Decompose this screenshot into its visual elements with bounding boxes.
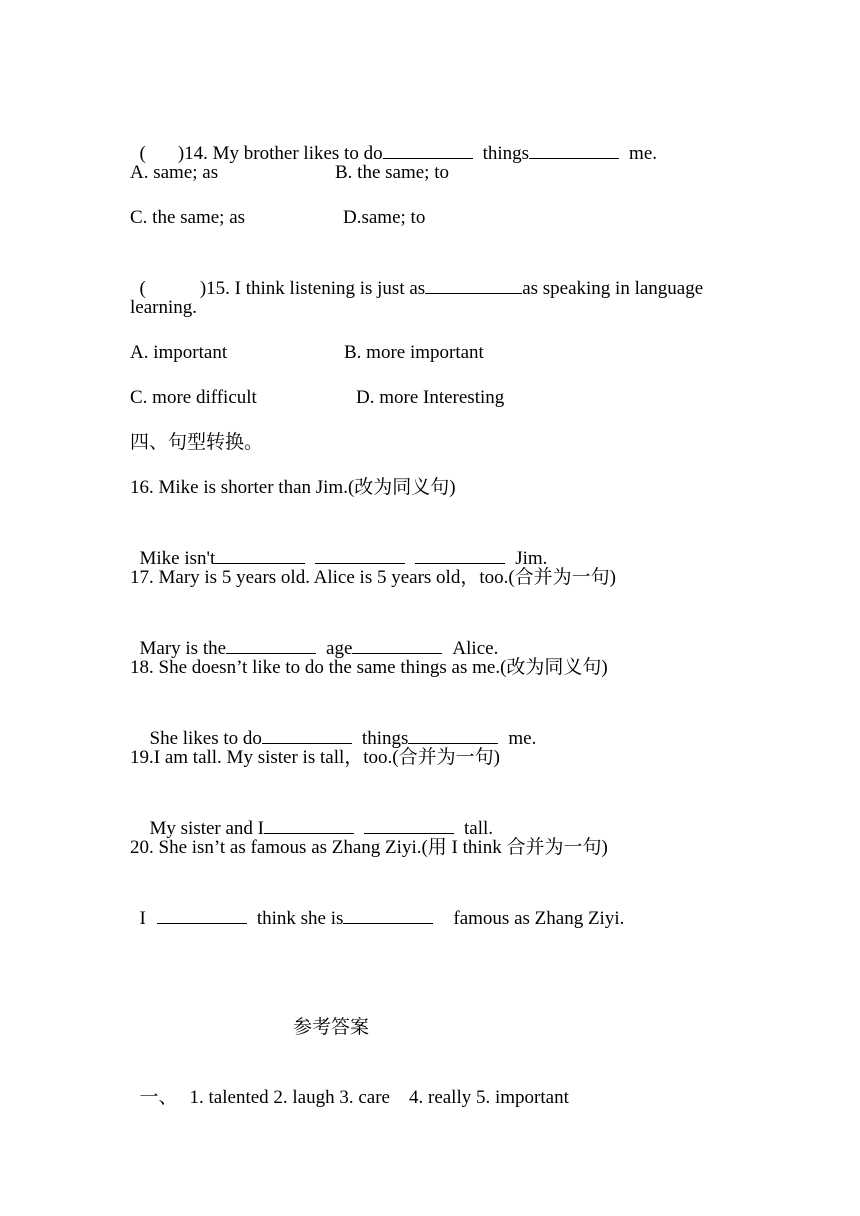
q14-option-c: C. the same; as [130, 207, 246, 228]
q17-end: Alice. [452, 638, 499, 659]
answers-line-1-label: 一、 [139, 1087, 178, 1108]
q19-answer-line [140, 791, 494, 839]
q17-blank-2[interactable] [352, 635, 442, 654]
q19-blank-1[interactable] [264, 815, 354, 834]
section-4-title: 四、句型转换。 [130, 432, 264, 453]
q14-mid: things [482, 143, 530, 164]
q18-prompt: 18. She doesn’t like to do the same things as me.(改为同义句) [130, 657, 608, 678]
q20-blank-1[interactable] [157, 905, 247, 924]
q19-end: tall. [464, 818, 494, 839]
q17-start: Mary is the [139, 638, 227, 659]
q15-end: as speaking in language [522, 278, 704, 299]
q14-option-a: A. same; as [130, 162, 219, 183]
q16-end: Jim. [515, 548, 548, 569]
question-14 [130, 116, 658, 164]
q15-option-b: B. more important [344, 342, 484, 363]
q20-blank-2[interactable] [343, 905, 433, 924]
question-15 [130, 251, 704, 299]
q18-answer-line [140, 701, 537, 749]
q20-mid: think she is [256, 908, 344, 929]
q18-blank-1[interactable] [262, 725, 352, 744]
q18-end: me. [508, 728, 537, 749]
q14-paren-open: ( [139, 143, 146, 164]
q17-blank-1[interactable] [226, 635, 316, 654]
q14-blank-1[interactable] [383, 140, 473, 159]
q16-blank-2[interactable] [315, 545, 405, 564]
q14-stem: )14. My brother likes to do [177, 143, 383, 164]
q17-mid: age [326, 638, 353, 659]
q15-line-2: learning. [130, 297, 198, 318]
q16-blank-1[interactable] [215, 545, 305, 564]
q20-prompt: 20. She isn’t as famous as Zhang Ziyi.(用 I think 合并为一句) [130, 837, 608, 858]
q15-option-a: A. important [130, 342, 228, 363]
q18-start: She likes to do [149, 728, 262, 749]
q15-option-d: D. more Interesting [356, 387, 505, 408]
q15-paren-open: ( [139, 278, 146, 299]
q16-prompt: 16. Mike is shorter than Jim.(改为同义句) [130, 477, 456, 498]
q14-blank-2[interactable] [529, 140, 619, 159]
q15-blank[interactable] [425, 275, 522, 294]
q14-end: me. [629, 143, 658, 164]
q18-blank-2[interactable] [408, 725, 498, 744]
q19-start: My sister and I [149, 818, 265, 839]
q14-option-b: B. the same; to [335, 162, 449, 183]
q16-answer-line [130, 521, 548, 569]
q16-start: Mike isn't [139, 548, 216, 569]
q18-mid: things [361, 728, 409, 749]
q14-option-d: D.same; to [343, 207, 426, 228]
q20-start: I [139, 908, 146, 929]
q15-option-c: C. more difficult [130, 387, 257, 408]
answers-line-1 [130, 1062, 569, 1108]
q20-end: famous as Zhang Ziyi. [453, 908, 625, 929]
q17-answer-line [130, 611, 499, 659]
q19-blank-2[interactable] [364, 815, 454, 834]
q19-prompt: 19.I am tall. My sister is tall，too.(合并为一句) [130, 747, 500, 768]
answers-line-1-text: 1. talented 2. laugh 3. care 4. really 5. important [189, 1087, 569, 1108]
q15-stem: )15. I think listening is just as [199, 278, 426, 299]
q16-blank-3[interactable] [415, 545, 505, 564]
q20-answer-line [130, 881, 625, 929]
answers-title: 参考答案 [293, 1017, 370, 1038]
q17-prompt: 17. Mary is 5 years old. Alice is 5 years old，too.(合并为一句) [130, 567, 617, 588]
